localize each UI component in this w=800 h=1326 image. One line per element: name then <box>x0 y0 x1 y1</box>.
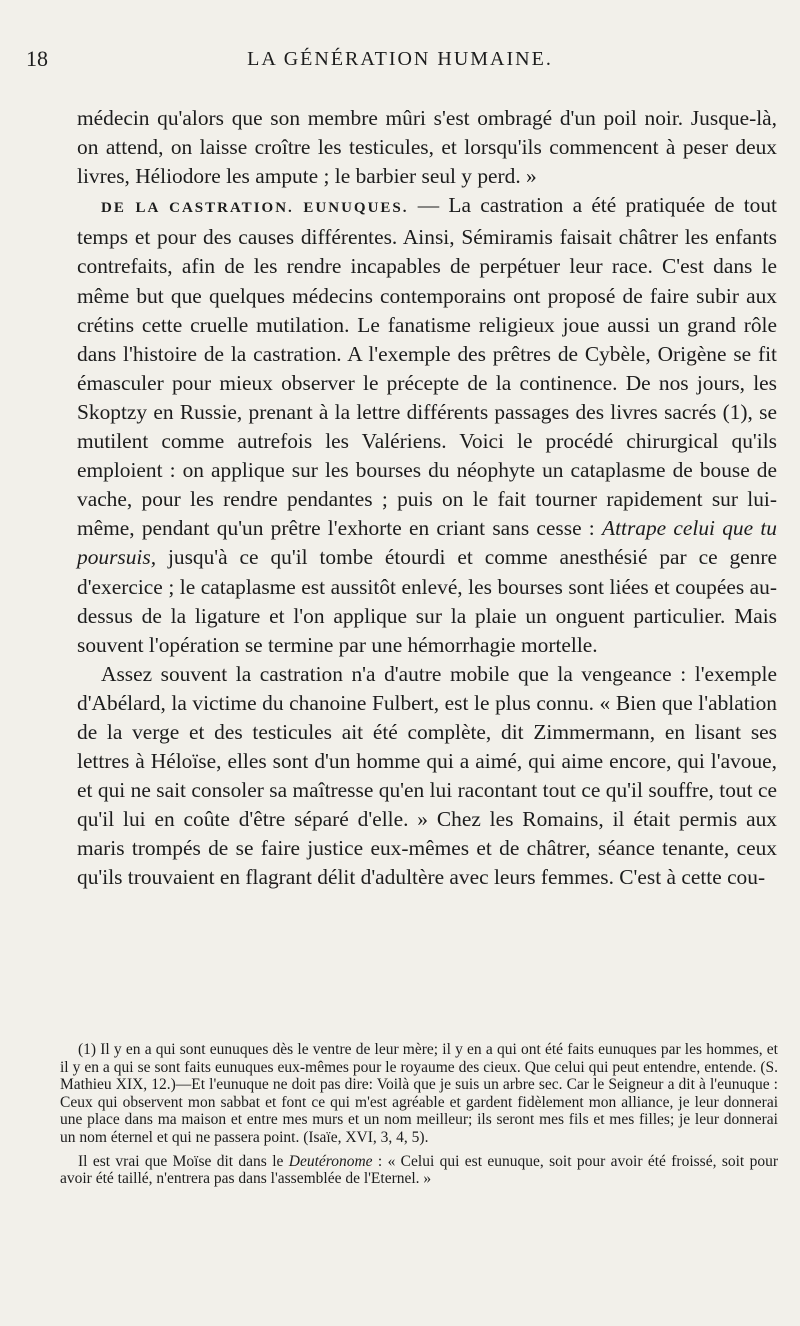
paragraph-continuation: médecin qu'alors que son membre mûri s'est ombragé d'un poil noir. Jusque-là, on attend, on laisse croître les testicules, et lorsqu'ils commencent à peser deux livres, Héliodore les ampute ; le barbier seul y perd. » <box>77 106 777 189</box>
running-head: LA GÉNÉRATION HUMAINE. <box>247 48 553 70</box>
footnote-1: (1) Il y en a qui sont eunuques dès le ventre de leur mère; il y en a qui ont été faits eunuques par les hommes, et il y en a qui se sont faits eunuques eux-mêmes pour le royaume des cieux. Que celui qui peut entendre, entende. (S. Mathieu XIX, 12.)—Et l'eunuque ne doit pas dire: Voilà que je suis un arbre sec. Car le Seigneur a dit à l'eunuque : Ceux qui observent mon sabbat et font ce qui m'est agréable et gardent fidèlement mon alliance, je leur donnerai une place dans ma maison et entre mes murs et un nom meilleur; ils seront mes fils et mes filles; je leur donnerai un nom éternel et qui ne passera point. (Isaïe, XVI, 3, 4, 5). <box>60 1041 778 1146</box>
page-header <box>0 46 800 80</box>
paragraph-vengeance: Assez souvent la castration n'a d'autre mobile que la vengeance : l'exemple d'Abélard, la victime du chanoine Fulbert, est le plus connu. « Bien que l'ablation de la verge et des testicules ait été complète, dit Zimmermann, en lisant ses lettres à Héloïse, elles sont d'un homme qui a aimé, qui aime encore, qui l'avoue, et qui ne sait consoler sa maîtresse qu'en lui racontant tout ce qu'il souffre, tout ce qu'il lui en coûte d'être séparé d'elle. » Chez les Romains, il était permis aux maris trompés de se faire justice eux-mêmes et de châtrer, séance tenante, ceux qu'ils trouvaient en flagrant délit d'adultère avec leurs femmes. C'est à cette cou- <box>77 661 777 890</box>
italic-quote: Attrape celui que tu poursuis, <box>77 516 777 570</box>
footnote-text: Il est vrai que Moïse dit dans le <box>78 1152 284 1170</box>
paragraph-text: — La castration a été pratiquée de tout temps et pour des causes différentes. Ainsi, Sémiramis faisait châtrer les enfants contrefaits, afin de les rendre incapables de perpétuer leur race. C'est dans le même but que quelques médecins contemporains ont proposé de faire subir aux crétins cette cruelle mutilation. Le fanatisme religieux joue aussi un grand rôle dans l'histoire de la castration. A l'exemple des prêtres de Cybèle, Origène se fit émasculer pour mieux observer le précepte de la continence. De nos jours, les Skoptzy en Russie, prenant à la lettre différents passages des livres sacrés (1), se mutilent comme autrefois les Valériens. Voici le procédé chirurgical qu'ils emploient : on applique sur les bourses du néophyte un cataplasme de bouse de vache, pour les rendre pendantes ; puis on le fait tourner rapidement sur lui-même, pendant qu'un prêtre l'exhorte en criant sans cesse : <box>77 193 777 541</box>
paragraph-castration <box>77 191 777 660</box>
page-number: 18 <box>26 46 48 71</box>
footnotes <box>60 1041 778 1188</box>
footnote-text-tail: : « Celui qui est eunuque, soit pour avoir été froissé, soit pour avoir été taillé, n'entrera pas dans l'assemblée de l'Eternel. » <box>60 1152 778 1188</box>
paragraph-text-tail: jusqu'à ce qu'il tombe étourdi et comme anesthésié par ce genre d'exercice ; le cataplasme est aussitôt enlevé, les bourses sont liées et coupées au-dessus de la ligature et l'on applique sur la plaie un onguent particulier. Mais souvent l'opération se termine par une hémorrhagie mortelle. <box>77 545 777 657</box>
book-title: Deutéronome <box>288 1152 373 1170</box>
footnote-2 <box>60 1153 778 1188</box>
section-label: DE LA CASTRATION. EUNUQUES. <box>101 200 409 217</box>
body-text <box>77 104 777 893</box>
